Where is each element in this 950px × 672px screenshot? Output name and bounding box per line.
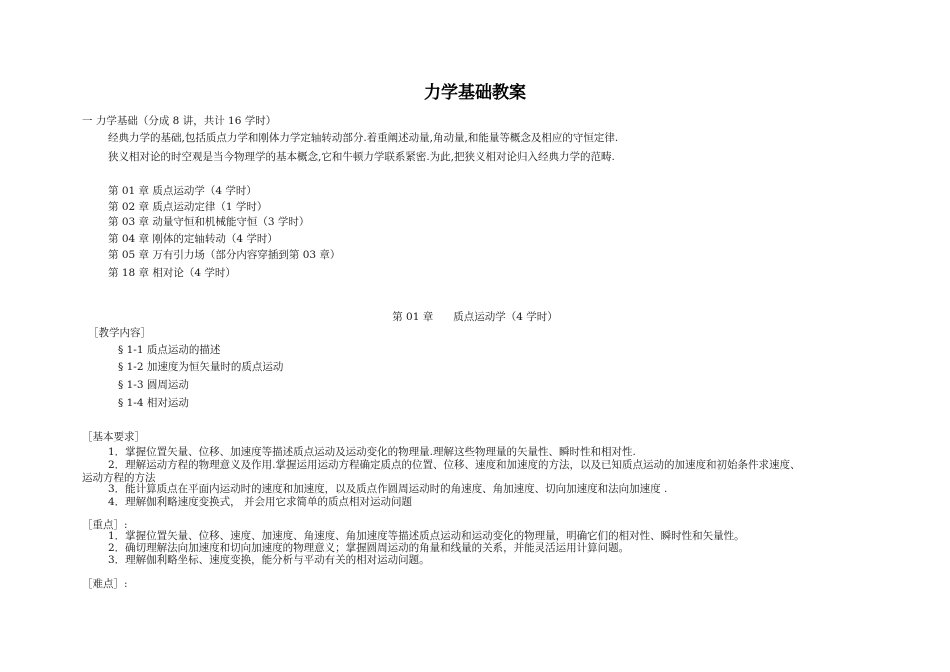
key-points-label: ［重点］: <box>82 519 128 531</box>
section-item: § 1-2 加速度为恒矢量时的质点运动 <box>118 361 284 373</box>
section-item: § 1-4 相对运动 <box>118 397 189 409</box>
key-point-item: 1．掌握位置矢量、位移、速度、加速度、角速度、角加速度等描述质点运动和运动变化的物理量，明确它们的相对性、瞬时性和矢量性。 <box>108 530 745 542</box>
chapter-list-item: 第 18 章 相对论（4 学时） <box>108 267 236 279</box>
chapter-list-item: 第 01 章 质点运动学（4 学时） <box>108 185 257 197</box>
chapter-heading <box>0 310 950 324</box>
requirement-item: 1．掌握位置矢量、位移、加速度等描述质点运动及运动变化的物理量.理解这些物理量的矢量性、瞬时性和相对性. <box>108 446 636 458</box>
key-point-item: 2．确切理解法向加速度和切向加速度的物理意义；掌握圆周运动的角量和线量的关系，并能灵活运用计算问题。 <box>108 542 630 554</box>
intro-paragraph: 经典力学的基础,包括质点力学和刚体力学定轴转动部分.着重阐述动量,角动量,和能量等概念及相应的守恒定律. <box>108 132 619 144</box>
chapter-heading-number: 第 01 章 <box>392 311 434 323</box>
teaching-content-label: ［教学内容］ <box>88 327 151 339</box>
requirement-item: 3．能计算质点在平面内运动时的速度和加速度，以及质点作圆周运动时的角速度、角加速度、切向加速度和法向加速度 . <box>108 483 668 495</box>
document-title: 力学基础教案 <box>424 83 526 103</box>
requirement-item: 4．理解伽利略速度变换式， 并会用它求简单的质点相对运动问题 <box>108 496 413 508</box>
intro-heading: 一 力学基础（分成 8 讲，共计 16 学时） <box>82 115 277 127</box>
chapter-list-item: 第 04 章 刚体的定轴转动（4 学时） <box>108 233 278 245</box>
requirements-label: ［基本要求］ <box>82 431 145 443</box>
section-item: § 1-3 圆周运动 <box>118 379 189 391</box>
chapter-list-item: 第 03 章 动量守恒和机械能守恒（3 学时） <box>108 216 310 228</box>
section-item: § 1-1 质点运动的描述 <box>118 344 221 356</box>
intro-paragraph: 狭义相对论的时空观是当今物理学的基本概念,它和牛顿力学联系紧密.为此,把狭义相对论归入经典力学的范畴. <box>108 151 615 163</box>
key-point-item: 3．理解伽利略坐标、速度变换，能分析与平动有关的相对运动问题。 <box>108 554 430 566</box>
difficulties-label: ［难点］: <box>82 578 128 590</box>
chapter-heading-name: 质点运动学（4 学时） <box>453 311 558 323</box>
requirement-item: 运动方程的方法 <box>82 472 156 484</box>
requirement-item: 2．理解运动方程的物理意义及作用.掌握运用运动方程确定质点的位置、位移、速度和加速度的方法，以及已知质点运动的加速度和初始条件求速度、 <box>108 459 801 471</box>
chapter-list-item: 第 02 章 质点运动定律（1 学时） <box>108 201 268 213</box>
chapter-list-item: 第 05 章 万有引力场（部分内容穿插到第 03 章） <box>108 249 341 261</box>
